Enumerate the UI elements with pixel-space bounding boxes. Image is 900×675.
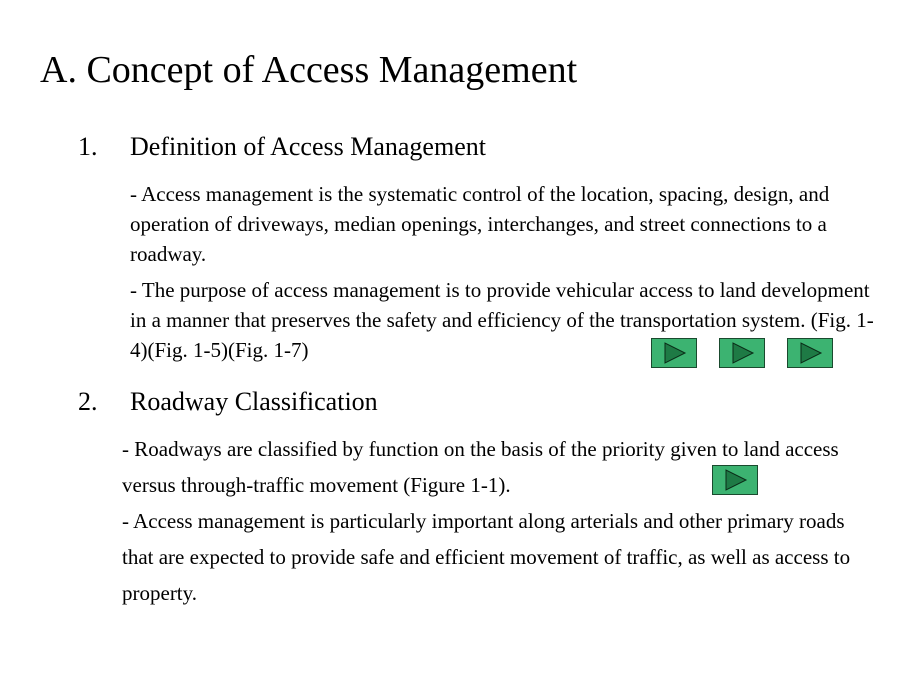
figure-1-1-button[interactable] bbox=[712, 465, 758, 495]
play-icon bbox=[788, 339, 832, 367]
section-1-paragraph-2: - The purpose of access management is to provide vehicular access to land development in a manner that preserves the safety and efficiency of the transportation system. (Fig. 1-4)(Fig. 1-5)(Fig. 1-7) bbox=[130, 278, 874, 362]
slide-title: A. Concept of Access Management bbox=[40, 49, 578, 91]
section-1-paragraph-1: - Access management is the systematic control of the location, spacing, design, and operation of driveways, median openings, interchanges, and street connections to a roadway. bbox=[130, 182, 830, 266]
section-2-paragraph-1: - Roadways are classified by function on the basis of the priority given to land access versus through-traffic movement (Figure 1-1). bbox=[122, 437, 839, 497]
figure-buttons-row bbox=[651, 338, 833, 368]
play-icon bbox=[713, 466, 757, 494]
play-icon bbox=[652, 339, 696, 367]
section-2-heading: Roadway Classification bbox=[130, 387, 378, 416]
section-1-heading: Definition of Access Management bbox=[130, 132, 486, 161]
figure-1-7-button[interactable] bbox=[787, 338, 833, 368]
section-2-paragraph-2: - Access management is particularly important along arterials and other primary roads that are expected to provide safe and efficient movement of traffic, as well as access to property. bbox=[122, 509, 851, 605]
figure-1-4-button[interactable] bbox=[651, 338, 697, 368]
play-icon bbox=[720, 339, 764, 367]
section-1-number: 1. bbox=[78, 132, 98, 161]
figure-1-1-button-row bbox=[712, 465, 758, 495]
figure-1-5-button[interactable] bbox=[719, 338, 765, 368]
section-2-number: 2. bbox=[78, 387, 98, 416]
